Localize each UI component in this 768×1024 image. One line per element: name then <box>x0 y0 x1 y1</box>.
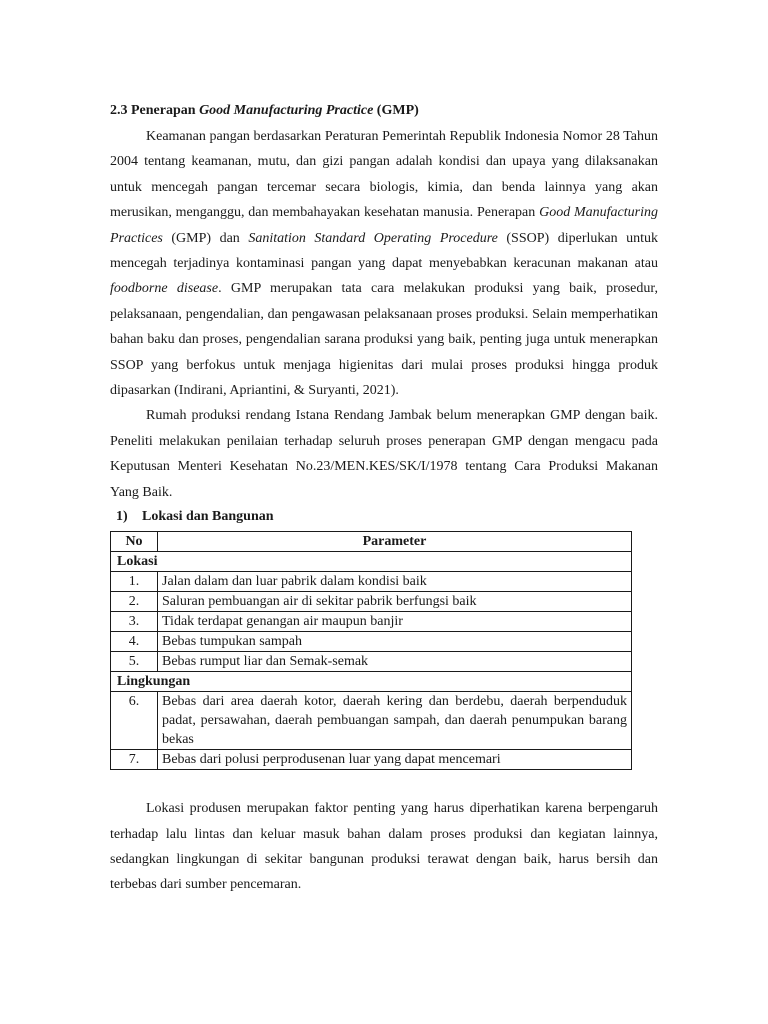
table-row <box>111 592 632 612</box>
header-parameter: Parameter <box>158 532 632 552</box>
subheading-number: 1) <box>116 509 128 525</box>
row-number: 1. <box>111 572 158 592</box>
subheading-title: Lokasi dan Bangunan <box>142 509 274 525</box>
row-parameter: Jalan dalam dan luar pabrik dalam kondisi baik <box>158 572 632 592</box>
row-parameter: Bebas dari area daerah kotor, daerah kering dan berdebu, daerah berpenduduk padat, persawahan, daerah pembuangan sampah, dan daerah penumpukan barang bekas <box>158 692 632 750</box>
row-parameter: Bebas rumput liar dan Semak-semak <box>158 652 632 672</box>
table-header-row <box>111 532 632 552</box>
table-row <box>111 612 632 632</box>
parameter-table <box>110 531 632 770</box>
paragraph-food-safety <box>110 124 658 403</box>
section-label-lingkungan: Lingkungan <box>111 672 632 692</box>
section-heading-suffix: (GMP) <box>373 103 419 118</box>
table-row <box>111 572 632 592</box>
row-number: 2. <box>111 592 158 612</box>
section-label-lokasi: Lokasi <box>111 552 632 572</box>
row-number: 4. <box>111 632 158 652</box>
row-parameter: Bebas tumpukan sampah <box>158 632 632 652</box>
paragraph-location-summary: Lokasi produsen merupakan faktor penting yang harus diperhatikan karena berpengaruh terhadap lalu lintas dan keluar masuk bahan dalam proses produksi dan kegiatan lainnya, sedangkan lingkungan di sekitar bangunan produksi terawat dengan baik, harus bersih dan terbebas dari sumber pencemaran. <box>110 801 658 893</box>
row-parameter: Tidak terdapat genangan air maupun banjir <box>158 612 632 632</box>
paragraph-run-italic: Sanitation Standard Operating Procedure <box>248 230 498 246</box>
table-section-row <box>111 552 632 572</box>
table-row <box>111 750 632 770</box>
table-row <box>111 632 632 652</box>
paragraph-run-italic: foodborne disease <box>110 281 219 297</box>
row-number: 6. <box>111 692 158 750</box>
row-number: 3. <box>111 612 158 632</box>
subheading-location <box>110 507 658 527</box>
row-parameter: Bebas dari polusi perprodusenan luar yang dapat mencemari <box>158 750 632 770</box>
section-heading-prefix: 2.3 Penerapan <box>110 103 200 118</box>
row-number: 5. <box>111 652 158 672</box>
paragraph-run: . GMP merupakan tata cara melakukan produksi yang baik, prosedur, pelaksanaan, pengendalian, dan pengawasan pelaksanaan proses produksi. Selain memperhatikan bahan baku dan proses, pengendalian sarana produksi yang baik, penting juga untuk menerapkan SSOP yang berfokus untuk menjaga higienitas dari mulai proses produksi hingga produk dipasarkan (Indirani, Apriantini, & Suryanti, 2021). <box>110 281 658 399</box>
row-number: 7. <box>111 750 158 770</box>
paragraph-run: (GMP) dan <box>162 230 249 246</box>
page-content <box>110 100 658 898</box>
table-section-row <box>111 672 632 692</box>
paragraph-run-italic: Good Manufacturing Practices <box>110 205 658 246</box>
table-row <box>111 692 632 750</box>
paragraph-production-house: Rumah produksi rendang Istana Rendang Jambak belum menerapkan GMP dengan baik. Peneliti melakukan penilaian terhadap seluruh proses penerapan GMP dengan mengacu pada Keputusan Menteri Kesehatan No.23/MEN.KES/SK/I/1978 tentang Cara Produksi Makanan Yang Baik. <box>110 408 658 500</box>
row-parameter: Saluran pembuangan air di sekitar pabrik berfungsi baik <box>158 592 632 612</box>
table-row <box>111 652 632 672</box>
paragraph-run: (SSOP) diperlukan untuk mencegah terjadinya kontaminasi pangan yang dapat menyebabkan keracunan makanan atau <box>110 230 658 272</box>
paragraph-run: Keamanan pangan berdasarkan Peraturan Pemerintah Republik Indonesia Nomor 28 Tahun 2004 tentang keamanan, mutu, dan gizi pangan adalah kondisi dan upaya yang dilaksanakan untuk mencegah pangan tercemar secara biologis, kimia, dan benda lainnya yang akan merusikan, menganggu, dan membahayakan kesehatan manusia. Penerapan <box>110 129 658 221</box>
section-heading <box>110 100 658 122</box>
section-heading-italic: Good Manufacturing Practice <box>199 103 374 118</box>
header-no: No <box>111 532 158 552</box>
